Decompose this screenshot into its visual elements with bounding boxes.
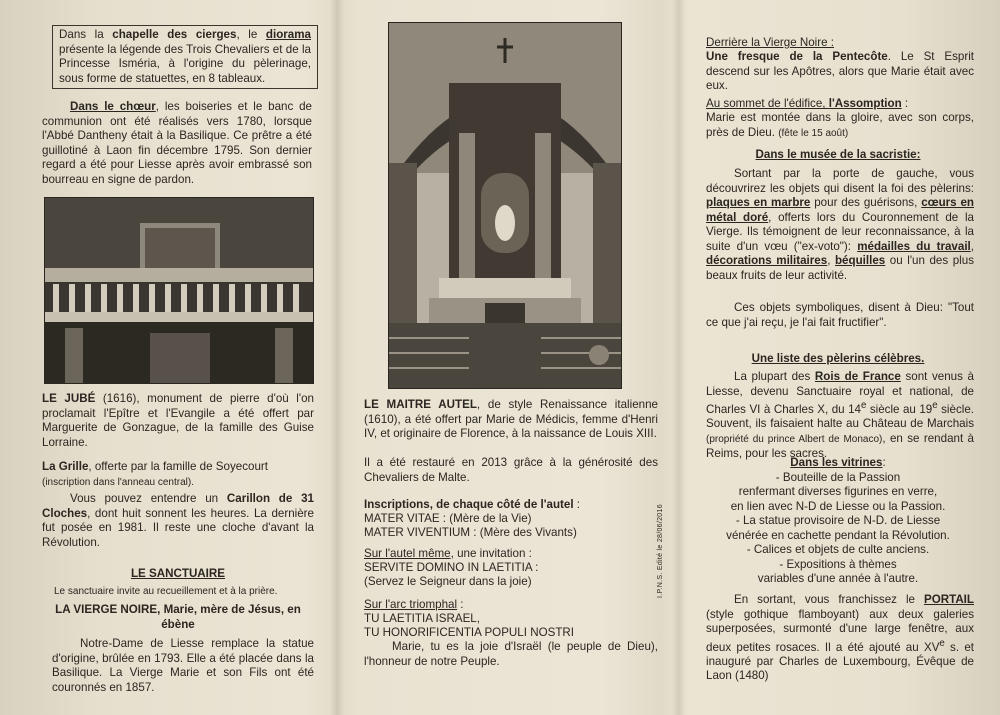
vitrine-item: en lien avec N-D de Liesse ou la Passion.: [730, 499, 946, 513]
sommet-heading: Au sommet de l'édifice, l'Assomption :: [706, 97, 909, 110]
autel-paragraph: LE MAITRE AUTEL, de style Renaissance italienne (1610), a été offert par Marie de Médicis, femme d'Henri IV, et originaire de Florence, à la naissance de Louis XIII.: [364, 398, 658, 440]
arc-3: Marie, tu es la joie d'Israël (le peuple de Dieu), l'honneur de notre Peuple.: [364, 640, 658, 668]
fresque-paragraph: Une fresque de la Pentecôte. Le St Esprit descend sur les Apôtres, alors que Marie était avec eux.: [706, 50, 974, 92]
objets-paragraph: Ces objets symboliques, disent à Dieu: "Tout ce que j'ai reçu, je l'ai fait fructifier".: [706, 301, 974, 329]
portail-paragraph: En sortant, vous franchissez le PORTAIL (style gothique flamboyant) aux deux galeries superposées, surmonté d'une large fenêtre, aux deux petites rosaces. Il a été ajouté au XVe s. et inauguré par Charles de Luxembourg, Évêque de Laon (1480): [706, 593, 974, 683]
liste-paragraph: La plupart des Rois de France sont venus à Liesse, devenu Sanctuaire royal et national, de Charles VI à Charles X, du 14e siècle au 19e siècle. Souvent, ils faisaient halte au Château de Marchais (propriété du prince Albert de Monaco), en se rendant à Reims, pour les sacres.: [706, 370, 974, 461]
autel-restore: Il a été restauré en 2013 grâce à la générosité des Chevaliers de Malte.: [364, 456, 658, 484]
autel-image: [389, 23, 621, 388]
vitrine-item: - Calices et objets de culte anciens.: [746, 543, 930, 556]
choeur-paragraph: Dans le chœur, les boiseries et le banc de communion ont été réalisés vers 1780, lorsque l'Abbé Dantheny était à la Basilique. Ce prêtre a été guillotiné à Laon fin décembre 1795. Son dernier regard a été pour Liesse après avoir embrassé son bourreau en signe de pardon.: [42, 100, 313, 186]
grille-paragraph: La Grille, offerte par la famille de Soyecourt (inscription dans l'anneau central).: [42, 460, 268, 488]
liste-heading: Une liste des pèlerins célèbres.: [751, 352, 925, 365]
inscription-2: MATER VIVENTIUM : (Mère des Vivants): [364, 526, 577, 539]
musee-paragraph: Sortant par la porte de gauche, vous découvrirez les objets qui disent la foi des pèlerins: plaques en marbre pour des guérisons, cœurs en métal doré, offerts lors du Couronnement de la Vierge. Ils témoignent de leur reconnaissance, à la suite d'un vœu ("ex-voto"): médailles du travail, décorations militaires, béquilles ou l'un des plus beaux fruits de leur activité.: [706, 167, 975, 282]
vitrine-item: - Bouteille de la Passion: [775, 470, 901, 484]
vitrine-item: renfermant diverses figurines en verre,: [738, 485, 938, 498]
photo-jube: [44, 197, 314, 384]
jube-image: [45, 198, 313, 383]
vitrines-list: [700, 456, 976, 587]
carillon-paragraph: Vous pouvez entendre un Carillon de 31 Cloches, dont huit sonnent les heures. La dernière fut posée en 1981. Il reste une cloche d'avant la Révolution.: [42, 492, 314, 549]
vitrine-item: - La statue provisoire de N-D. de Liesse: [735, 514, 941, 527]
inscriptions-heading: Inscriptions, de chaque côté de l'autel :: [364, 498, 581, 511]
arc-heading: Sur l'arc triomphal :: [364, 598, 464, 611]
vierge-heading: LA VIERGE NOIRE, Marie, mère de Jésus, en ébène: [55, 603, 301, 631]
vitrine-item: variables d'une année à l'autre.: [757, 572, 919, 585]
invitation-2: (Servez le Seigneur dans la joie): [364, 575, 532, 588]
inscription-1: MATER VITAE : (Mère de la Vie): [364, 512, 532, 525]
sommet-paragraph: Marie est montée dans la gloire, avec son corps, près de Dieu. (fête le 15 août): [706, 111, 974, 139]
vitrine-item: - Expositions à thèmes: [779, 557, 897, 571]
invitation-1: SERVITE DOMINO IN LAETITIA :: [364, 561, 539, 574]
vierge-paragraph: Notre-Dame de Liesse remplace la statue d'origine, brûlée en 1793. Elle a été placée dans la Basilique. La Vierge Marie et son Fils ont été couronnés en 1857.: [52, 637, 314, 694]
vitrines-heading: Dans les vitrines:: [790, 456, 886, 469]
photo-maitre-autel: [388, 22, 622, 389]
musee-heading: Dans le musée de la sacristie:: [755, 148, 921, 161]
chapelle-label: chapelle des cierges: [112, 28, 237, 41]
fold-right: [672, 0, 686, 715]
arc-1: TU LAETITIA ISRAEL,: [364, 612, 480, 625]
ipns-vertical-text: I.P.N.S. Edité le 28/06/2016: [657, 504, 664, 598]
invitation-heading: Sur l'autel même, une invitation :: [364, 547, 532, 560]
derriere-heading: Derrière la Vierge Noire :: [706, 36, 835, 49]
arc-2: TU HONORIFICENTIA POPULI NOSTRI: [364, 626, 574, 639]
diorama-label: diorama: [265, 28, 311, 41]
diorama-box: Dans la chapelle des cierges, le diorama présente la légende des Trois Chevaliers et de la Princesse Isméria, à l'origine du pèlerinage, sous forme de statuettes, en 8 tableaux.: [52, 25, 318, 89]
sanctuaire-heading: LE SANCTUAIRE: [130, 567, 226, 580]
vitrine-item: vénérée en cachette pendant la Révolution.: [726, 528, 950, 542]
sanctuaire-text: Le sanctuaire invite au recueillement et à la prière.: [54, 586, 278, 597]
jube-paragraph: LE JUBÉ (1616), monument de pierre d'où l'on proclamait l'Epître et l'Evangile a été offert par Marguerite de Gonzague, de la famille des Guise Lorraine.: [42, 392, 314, 449]
fold-left: [330, 0, 344, 715]
